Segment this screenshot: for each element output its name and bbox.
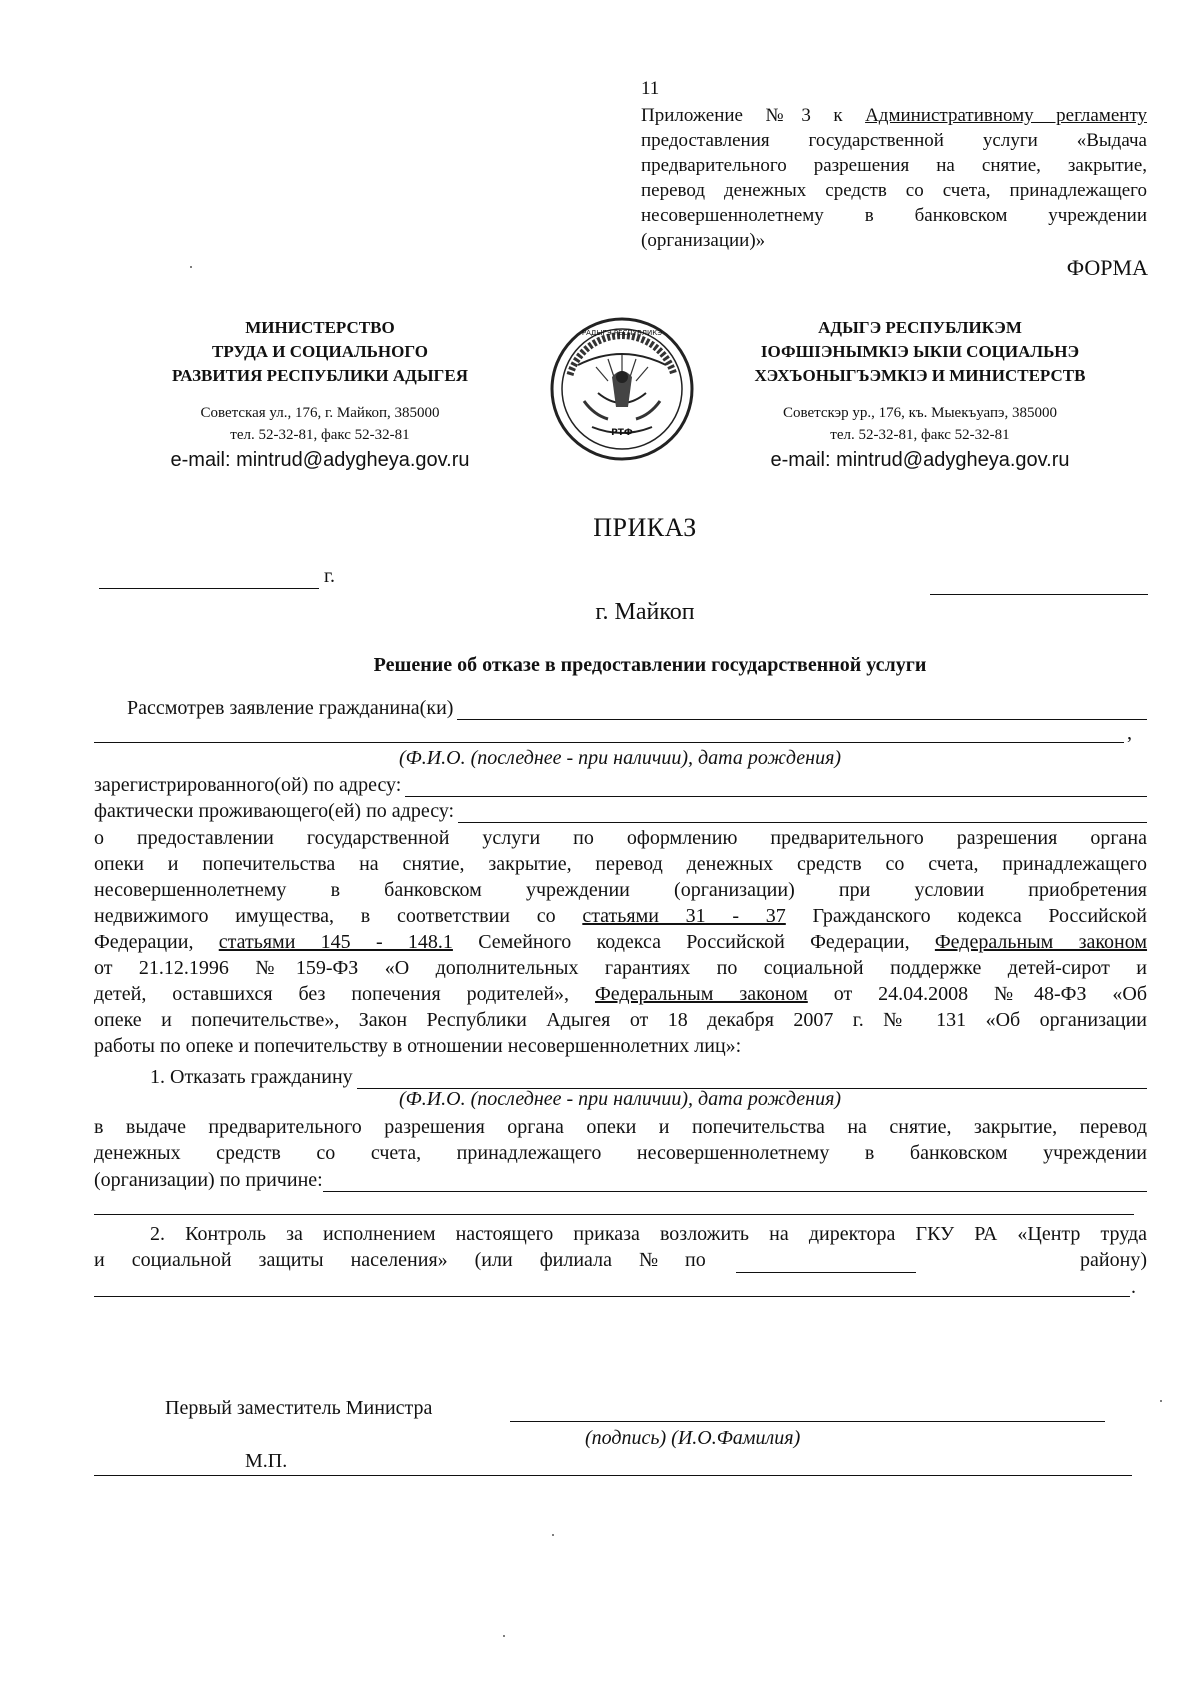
annex-line-6: (организации)» [641, 230, 766, 251]
date-field[interactable] [99, 566, 319, 589]
annex-line-4: перевод денежных средств со счета, принадлежащего [641, 180, 1147, 201]
form-label: ФОРМА [1066, 255, 1148, 280]
para-line: от 21.12.1996 №159-ФЗ «О дополнительных гарантиях по социальной поддержке детей-сирот и [94, 957, 1147, 979]
signature-field[interactable] [510, 1421, 1105, 1422]
ministry-ad-line-2: IОФШIЭНЫМКIЭ ЫКIИ СОЦИАЛЬНЭ [760, 342, 1080, 361]
reason-field[interactable] [323, 1171, 1147, 1192]
annex-prefix: Приложение №3 к [641, 105, 843, 126]
ministry-contacts-ru [120, 402, 520, 474]
ministry-ru-line-1: МИНИСТЕРСТВО [245, 318, 395, 337]
refuse-row [94, 1063, 1147, 1089]
emblem-seal-icon [548, 315, 696, 463]
control-line-2 [94, 1247, 1147, 1273]
bottom-rule [94, 1475, 1132, 1476]
civil-code-link[interactable]: статьями 31 - 37 [582, 905, 786, 927]
address-ru: Советская ул., 176, г. Майкоп, 385000 [200, 405, 440, 421]
ministry-name-ad [700, 316, 1140, 388]
reason-field-2[interactable] [94, 1214, 1134, 1215]
email-ad[interactable]: e-mail: mintrud@adygheya.gov.ru [770, 449, 1070, 471]
order-number-field[interactable] [930, 594, 1148, 595]
applicant-name-field-2[interactable] [94, 742, 1124, 743]
fio-caption: (Ф.И.О. (последнее - при наличии), дата рождения) [398, 747, 842, 769]
federal-law-link-1[interactable]: Федеральным законом [934, 931, 1148, 953]
district-field[interactable] [736, 1252, 916, 1273]
control-text: и социальной защиты населения» (или филиала № по [94, 1249, 706, 1271]
comma: , [1127, 722, 1132, 744]
para-line: работы по опеке и попечительству в отношении несовершеннолетних лиц»: [94, 1035, 742, 1057]
period: . [1131, 1276, 1136, 1298]
ministry-ad-line-3: ХЭХЪОНЫГЪЭМКIЭ И МИНИСТЕРСТВ [754, 366, 1086, 385]
scan-speck [1160, 1400, 1162, 1402]
actual-address-field[interactable] [458, 802, 1147, 823]
reason-row [94, 1166, 1147, 1192]
registered-address-label: зарегистрированного(ой) по адресу: [94, 774, 402, 796]
svg-text:РТФ: РТФ [611, 428, 633, 438]
ministry-ad-line-1: АДЫГЭ РЕСПУБЛИКЭМ [818, 318, 1022, 337]
para-line: денежных средств со счета, принадлежащего несовершеннолетнему в банковском учреждении [94, 1142, 1147, 1164]
annex-header [641, 103, 1147, 253]
date-suffix: г. [324, 565, 335, 587]
emblem-text: РАДЫГЭ РЕСПУБЛИКЭ [581, 329, 663, 337]
regulation-link[interactable]: Административному регламенту [865, 105, 1148, 126]
ministry-ru-line-2: ТРУДА И СОЦИАЛЬНОГО [212, 342, 428, 361]
decision-subject: Решение об отказе в предоставлении государственной услуги [373, 654, 927, 676]
legal-basis-paragraph [94, 825, 1147, 1059]
scan-speck [503, 1635, 505, 1637]
fio-caption-2: (Ф.И.О. (последнее - при наличии), дата рождения) [398, 1088, 842, 1110]
scan-speck [552, 1534, 554, 1536]
para-line: Федерации, статьями 145 - 148.1 Семейного кодекса Российской Федерации, Федеральным законом [94, 931, 1148, 953]
adygea-emblem [548, 315, 696, 463]
family-code-link[interactable]: статьями 145 - 148.1 [218, 931, 453, 953]
para-line: в выдаче предварительного разрешения органа опеки и попечительства на снятие, закрытие, перевод [94, 1116, 1147, 1138]
address-ad: Советскэр ур., 176, къ. Мыекъуапэ, 385000 [783, 405, 1057, 421]
refuse-label: 1. Отказать гражданину [150, 1066, 353, 1088]
email-ru[interactable]: e-mail: mintrud@adygheya.gov.ru [170, 449, 470, 471]
scan-speck [190, 266, 192, 268]
para-line: детей, оставшихся без попечения родителей», Федеральным законом от 24.04.2008 №48-ФЗ «Об [94, 983, 1148, 1005]
annex-line-3: предварительного разрешения на снятие, закрытие, [641, 155, 1147, 176]
annex-line-2: предоставления государственной услуги «Выдача [641, 130, 1147, 151]
para-line: недвижимого имущества, в соответствии со статьями 31 - 37 Гражданского кодекса Российской [94, 905, 1148, 927]
applicant-row [94, 694, 1147, 720]
signature-caption: (подпись) (И.О.Фамилия) [585, 1427, 801, 1449]
applicant-label: Рассмотрев заявление гражданина(ки) [127, 697, 454, 719]
para-line: 2. Контроль за исполнением настоящего приказа возложить на директора ГКУ РА «Центр труда [150, 1223, 1147, 1245]
federal-law-link-2[interactable]: Федеральным законом [594, 983, 808, 1005]
ministry-name-ru [120, 316, 520, 388]
signatory-title: Первый заместитель Министра [165, 1397, 433, 1419]
document-title: ПРИКАЗ [593, 513, 697, 542]
actual-address-row [94, 797, 1147, 823]
registered-address-row [94, 771, 1147, 797]
city: г. Майкоп [595, 599, 695, 625]
refusal-paragraph [94, 1114, 1147, 1166]
annex-line-5: несовершеннолетнему в банковском учреждении [641, 205, 1147, 226]
refused-citizen-field[interactable] [357, 1068, 1147, 1089]
ministry-contacts-ad [700, 402, 1140, 474]
page-number: 11 [641, 78, 660, 99]
ministry-ru-line-3: РАЗВИТИЯ РЕСПУБЛИКИ АДЫГЕЯ [172, 366, 468, 385]
actual-address-label: фактически проживающего(ей) по адресу: [94, 800, 455, 822]
stamp-place: М.П. [245, 1450, 288, 1472]
applicant-name-field[interactable] [457, 699, 1147, 720]
phone-ru: тел. 52-32-81, факс 52-32-81 [230, 427, 410, 443]
para-line: несовершеннолетнему в банковском учреждении (организации) при условии приобретения [94, 879, 1147, 901]
para-line: опеки и попечительства на снятие, закрытие, перевод денежных средств со счета, принадлежащего [94, 853, 1147, 875]
control-line-1 [94, 1221, 1147, 1247]
control-field[interactable] [94, 1296, 1130, 1297]
registered-address-field[interactable] [405, 776, 1147, 797]
district-suffix: району) [1080, 1249, 1147, 1271]
reason-label: (организации) по причине: [94, 1169, 323, 1191]
phone-ad: тел. 52-32-81, факс 52-32-81 [830, 427, 1010, 443]
para-line: о предоставлении государственной услуги по оформлению предварительного разрешения органа [94, 827, 1147, 849]
para-line: опеке и попечительстве», Закон Республики Адыгея от 18 декабря 2007 г. № 131 «Об организации [94, 1009, 1147, 1031]
